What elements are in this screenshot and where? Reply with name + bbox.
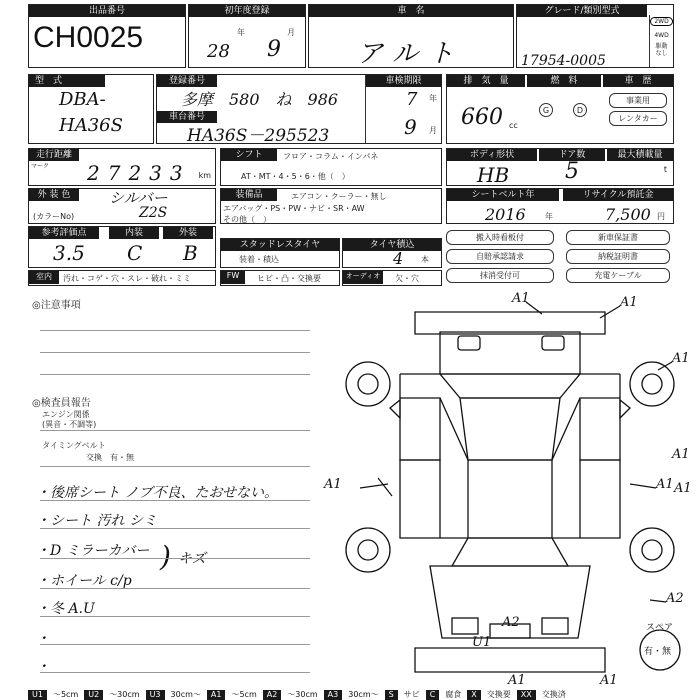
legend-desc: 30cm～ [348, 690, 379, 699]
inspection-month: 9 [404, 115, 417, 139]
studless-box [220, 238, 340, 268]
mirror-note: キズ [178, 551, 206, 567]
legend-desc: 30cm～ [170, 690, 201, 699]
seatbelt-box [446, 188, 674, 224]
report-line: ・ [36, 659, 50, 675]
model-name-value: アルト [357, 39, 464, 69]
left-rear-door [400, 460, 440, 538]
legend-code: C [426, 690, 440, 700]
registration-box [156, 74, 442, 144]
history-business: 事業用 [609, 93, 667, 108]
type-value-2: HA36S [59, 115, 123, 136]
damage-mark: U1 [472, 635, 492, 650]
damage-mark: A1 [674, 481, 692, 496]
tire-value: 4 [393, 249, 404, 268]
first-reg-label: 初年度登録 [189, 5, 305, 17]
report-line: ・ [36, 631, 50, 647]
note-line [40, 330, 310, 331]
lot-number: CH0025 [33, 21, 144, 54]
doors-label: ドア数 [539, 149, 605, 161]
type-value-1: DBA- [59, 89, 106, 110]
taillight-right [542, 618, 568, 634]
tire-unit: 本 [421, 255, 429, 264]
timing-value: 交換 有・無 [86, 453, 134, 462]
car-damage-diagram [320, 288, 700, 688]
first-reg-year: 28 [207, 41, 230, 62]
score-box [28, 226, 216, 268]
spare-options: 有・無 [644, 647, 672, 657]
taillight-left [452, 618, 478, 634]
first-reg-month: 9 [267, 37, 281, 62]
damage-mark: A1 [672, 351, 690, 366]
doc-item: 新車保証書 [566, 230, 670, 245]
legend-code: X [467, 690, 480, 700]
displacement-unit: cc [509, 121, 518, 130]
fuel-d: D [573, 103, 587, 117]
shift-label: シフト [221, 149, 277, 161]
drive-4wd: 4WD [654, 32, 669, 39]
exterior-label: 外装 [163, 227, 213, 239]
report-line: ・後席シート ノブ不良、たおせない。 [36, 485, 279, 501]
note-line [40, 672, 310, 673]
grade-label: グレード/類別型式 [517, 5, 647, 17]
mileage-unit: km [198, 171, 211, 180]
mileage-mark: マーク [31, 163, 50, 170]
seatbelt-label: シートベルト年 [447, 189, 559, 201]
shift-types: AT・MT・4・5・6・他（ ） [241, 172, 350, 181]
note-line [40, 528, 310, 529]
lot-label: 出品番号 [29, 5, 185, 17]
report-line: ・D ミラーカバー [36, 543, 150, 559]
fw-label: FW [221, 271, 245, 284]
doors-value: 5 [565, 159, 579, 184]
damage-mark: A1 [672, 447, 690, 462]
front-bumper [415, 312, 605, 334]
tire-box [342, 238, 442, 268]
interior-cond-options: 汚れ・コゲ・穴・スレ・破れ・ミミ [63, 274, 191, 283]
inspection-year: 7 [406, 89, 418, 110]
seatbelt-value: 2016 [485, 205, 526, 224]
equip-ac: エアコン・クーラー・無し [291, 192, 387, 201]
note-line [40, 374, 310, 375]
mileage-label: 走行距離 [29, 149, 79, 161]
roof [468, 460, 552, 538]
displacement-value: 660 [461, 105, 503, 130]
type-label: 型 式 [29, 75, 105, 87]
model-name-label: 車 名 [309, 5, 513, 17]
spare-label: スペア [646, 623, 674, 633]
note-line [40, 500, 310, 501]
right-front-door [580, 398, 620, 460]
equipment-box [220, 188, 442, 224]
headlight-right [542, 336, 564, 350]
legend-desc: ～30cm [109, 690, 140, 699]
headlight-left [458, 336, 480, 350]
legend-desc: 腐食 [445, 690, 462, 699]
shift-options: フロア・コラム・インパネ [283, 152, 379, 161]
front-glass-area [460, 398, 560, 460]
insp-year-unit: 年 [429, 94, 437, 103]
inspection-col [365, 75, 441, 143]
legend-code: U1 [28, 690, 47, 700]
history-rental: レンタカー [609, 111, 667, 126]
fw-options: ヒビ・凸・交換要 [257, 274, 321, 283]
left-front-door [400, 398, 440, 460]
note-line [40, 616, 310, 617]
legend-code: A1 [207, 690, 226, 700]
legend-desc: ～5cm [231, 690, 257, 699]
inspector-title: ◎検査員報告 [32, 398, 91, 409]
rear-bumper [415, 648, 605, 672]
doc-item: 充電ケーブル [566, 268, 670, 283]
shift-box [220, 148, 442, 186]
legend-desc: サビ [403, 690, 420, 699]
max-load-unit: t [663, 165, 667, 174]
wheel-fl [346, 362, 390, 406]
score-label: 参考評価点 [29, 227, 99, 239]
chassis-value: HA36S－295523 [187, 126, 330, 146]
equip-line2: エアバッグ・PS・PW・ナビ・SR・AW [223, 204, 365, 213]
body-box [446, 148, 674, 186]
recycle-label: リサイクル預託金 [563, 189, 673, 201]
mirror-bracket: ) [160, 540, 171, 573]
doc-item: 抹消受付可 [446, 268, 554, 283]
legend-code: S [385, 690, 398, 700]
note-line [40, 352, 310, 353]
exterior-value: B [183, 241, 198, 265]
type-box [28, 74, 154, 144]
damage-mark: A1 [508, 673, 526, 688]
studless-label: スタッドレスタイヤ [221, 239, 339, 251]
docs-grid [446, 230, 674, 286]
note-line [40, 430, 310, 431]
body-label: ボディ形状 [447, 149, 537, 161]
drive-other: 駆動 なし [655, 43, 668, 57]
color-box [28, 188, 216, 224]
engine-box [446, 74, 674, 144]
legend-desc: ～5cm [52, 690, 79, 699]
equip-line3: その他（ ） [223, 215, 271, 224]
color-label: 外 装 色 [29, 189, 79, 201]
tire-label: タイヤ積込 [343, 239, 441, 251]
body-value: HB [477, 163, 510, 187]
wheel-rr [630, 528, 674, 572]
note-line [40, 558, 310, 559]
doc-item: 自賠承認請求 [446, 249, 554, 264]
damage-mark: A1 [324, 477, 342, 492]
damage-legend [28, 690, 674, 700]
interior-cond-label: 室内 [29, 271, 59, 284]
first-reg-box [188, 4, 306, 68]
recycle-value: 7,500 [605, 205, 651, 224]
audio-box [342, 270, 442, 286]
year-unit: 年 [237, 28, 245, 37]
legend-code: U2 [84, 690, 103, 700]
fuel-g: G [539, 103, 553, 117]
damage-mark: A2 [502, 615, 520, 630]
damage-mark: A1 [656, 477, 674, 492]
inspection-label: 車検期限 [366, 75, 441, 87]
chassis-label: 車台番号 [157, 111, 217, 123]
notes-title: ◎注意事項 [32, 300, 81, 311]
hood [440, 332, 580, 374]
audio-label: オーディオ [343, 271, 383, 284]
fw-box [220, 270, 340, 286]
legend-code: XX [517, 690, 536, 700]
report-line: ・冬 A.U [36, 601, 95, 617]
legend-desc: 交換要 [486, 690, 511, 699]
drive-2wd: 2WD [650, 17, 673, 26]
wheel-rl [346, 528, 390, 572]
grade-box [516, 4, 674, 68]
color-code-value: Z2S [139, 205, 168, 221]
report-line: ・ホイール c/p [36, 573, 132, 589]
reg-value: 多摩 580 ね 986 [181, 90, 339, 109]
interior-value: C [127, 241, 143, 265]
damage-mark: A1 [620, 295, 638, 310]
insp-month-unit: 月 [429, 126, 437, 135]
windshield [440, 374, 580, 398]
interior-label: 内装 [109, 227, 159, 239]
note-line [40, 466, 310, 467]
engine-label: エンジン関係 (異音・不調等) [42, 410, 97, 429]
legend-code: U3 [146, 690, 165, 700]
color-code-label: (カラーNo) [33, 212, 75, 221]
lot-box [28, 4, 186, 68]
damage-mark: A1 [512, 291, 530, 306]
displacement-label: 排 気 量 [447, 75, 525, 87]
studless-options: 装着・積込 [239, 255, 279, 264]
seatbelt-unit: 年 [545, 212, 553, 221]
damage-mark: A1 [600, 673, 618, 688]
score-value: 3.5 [53, 241, 85, 265]
mileage-box [28, 148, 216, 186]
mileage-value: 27233 [87, 161, 191, 185]
reg-label: 登録番号 [157, 75, 217, 87]
note-line [40, 644, 310, 645]
legend-desc: 交換済 [541, 690, 566, 699]
audio-options: 欠・穴 [395, 274, 419, 283]
wheel-fr [630, 362, 674, 406]
legend-desc: ～30cm [287, 690, 318, 699]
grade-value: 17954-0005 [521, 53, 606, 69]
color-value: シルバー [109, 189, 168, 207]
fuel-label: 燃 料 [527, 75, 601, 87]
timing-label: タイミングベルト [42, 441, 106, 450]
recycle-unit: 円 [657, 212, 665, 221]
model-name-box [308, 4, 514, 68]
doc-item: 納税証明書 [566, 249, 670, 264]
drive-column [649, 15, 673, 67]
max-load-label: 最大積載量 [607, 149, 673, 161]
equip-label: 装備品 [221, 189, 277, 201]
right-rear-door [580, 460, 620, 538]
legend-code: A3 [324, 690, 343, 700]
rear-glass [452, 538, 568, 566]
report-line: ・シート 汚れ シミ [36, 513, 157, 529]
doc-item: 搬入時看板付 [446, 230, 554, 245]
legend-code: A2 [263, 690, 282, 700]
damage-mark: A2 [666, 591, 684, 606]
note-line [40, 588, 310, 589]
interior-condition-box [28, 270, 216, 286]
month-unit: 月 [287, 28, 295, 37]
history-label: 車 歴 [603, 75, 673, 87]
